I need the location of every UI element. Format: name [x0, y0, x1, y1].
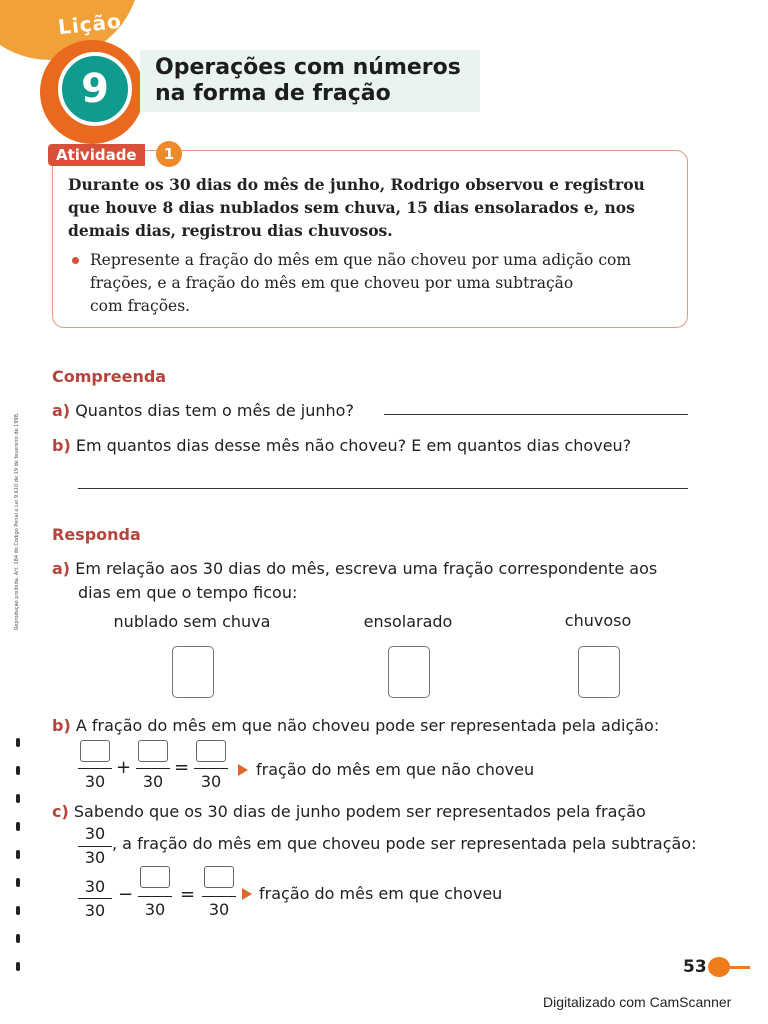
binder-hole [16, 878, 20, 887]
denominator: 30 [144, 900, 166, 919]
label-nublado: nublado sem chuva [113, 612, 271, 631]
label-chuvoso: chuvoso [564, 611, 632, 630]
question-text-line2: , a fração do mês em que choveu pode ser representada pela subtração: [112, 834, 697, 853]
statement-line: demais dias, registrou dias chuvosos. [68, 221, 393, 240]
binder-hole [16, 850, 20, 859]
answer-line[interactable] [78, 470, 688, 489]
activity-number: 1 [156, 141, 182, 167]
lesson-title [155, 55, 485, 107]
fraction-bar [202, 896, 236, 897]
responda-question-a [52, 557, 657, 605]
numerator-input[interactable] [80, 740, 110, 762]
question-label: a) [52, 559, 71, 578]
instruction-line: Represente a fração do mês em que não choveu por uma adição com [90, 251, 632, 269]
fraction-input-ensolarado[interactable] [388, 646, 430, 698]
fraction-input-nublado[interactable] [172, 646, 214, 698]
binder-hole [16, 822, 20, 831]
denominator: 30 [84, 901, 106, 920]
section-heading-compreenda: Compreenda [52, 367, 167, 386]
binder-hole [16, 906, 20, 915]
denominator: 30 [208, 900, 230, 919]
section-heading-responda: Responda [52, 525, 141, 544]
numerator-input[interactable] [140, 866, 170, 888]
binder-hole [16, 962, 20, 971]
lesson-word: Lição [56, 8, 123, 40]
scanner-credit: Digitalizado com CamScanner [543, 994, 732, 1010]
fraction-bar [136, 768, 170, 769]
statement-line: Durante os 30 dias do mês de junho, Rodrigo observou e registrou [68, 175, 645, 194]
answer-line[interactable] [384, 397, 688, 415]
numerator-input[interactable] [204, 866, 234, 888]
binder-hole [16, 738, 20, 747]
instruction-line: com frações. [90, 297, 191, 315]
binder-hole [16, 934, 20, 943]
question-label: a) [52, 401, 71, 420]
question-label: b) [52, 716, 71, 735]
responda-question-b [52, 716, 659, 735]
bullet-icon [72, 257, 79, 264]
instruction-line: frações, e a fração do mês em que choveu por uma subtração [90, 274, 574, 292]
caption-nao-choveu: fração do mês em que não choveu [256, 760, 535, 779]
question-label: c) [52, 802, 69, 821]
question-text: Sabendo que os 30 dias de junho podem ser representados pela fração [73, 802, 646, 821]
numerator-input[interactable] [196, 740, 226, 762]
arrow-right-icon [242, 888, 252, 900]
activity-tag: Atividade [48, 144, 145, 166]
copyright-note: Reprodução proibida. Art. 184 do Código Penal e Lei 9.610 de 19 de fevereiro de 1998. [14, 412, 20, 630]
fraction-bar [78, 846, 112, 847]
page-marker-tail [726, 966, 750, 969]
equals-sign: = [174, 757, 190, 778]
fraction-bar [78, 898, 112, 899]
minus-sign: − [118, 884, 134, 905]
lesson-title-line1: Operações com números [155, 55, 461, 80]
numerator-input[interactable] [138, 740, 168, 762]
fraction-bar [194, 768, 228, 769]
question-text-line2: dias em que o tempo ficou: [78, 583, 298, 602]
statement-line: que houve 8 dias nublados sem chuva, 15 dias ensolarados e, nos [68, 198, 635, 217]
caption-choveu: fração do mês em que choveu [259, 884, 503, 903]
denominator: 30 [84, 772, 106, 791]
activity-statement [68, 173, 678, 242]
arrow-right-icon [238, 764, 248, 776]
page-number: 53 [683, 957, 707, 977]
question-text: Quantos dias tem o mês de junho? [75, 401, 354, 420]
question-b [52, 436, 631, 455]
activity-instruction [90, 249, 680, 318]
denominator: 30 [84, 848, 106, 867]
lesson-number: 9 [58, 52, 132, 126]
responda-question-c [52, 802, 646, 821]
fraction-input-chuvoso[interactable] [578, 646, 620, 698]
fraction-bar [138, 896, 172, 897]
denominator: 30 [142, 772, 164, 791]
numerator: 30 [84, 824, 106, 843]
label-ensolarado: ensolarado [363, 612, 453, 631]
fraction-bar [78, 768, 112, 769]
question-text: Em relação aos 30 dias do mês, escreva uma fração correspondente aos [75, 559, 658, 578]
question-text: A fração do mês em que não choveu pode ser representada pela adição: [75, 716, 660, 735]
binder-hole [16, 794, 20, 803]
numerator: 30 [84, 877, 106, 896]
plus-sign: + [116, 757, 132, 778]
binder-hole [16, 766, 20, 775]
question-text: Em quantos dias desse mês não choveu? E em quantos dias choveu? [75, 436, 632, 455]
lesson-title-line2: na forma de fração [155, 81, 391, 106]
question-a [52, 401, 354, 420]
denominator: 30 [200, 772, 222, 791]
question-label: b) [52, 436, 71, 455]
equals-sign: = [180, 884, 196, 905]
